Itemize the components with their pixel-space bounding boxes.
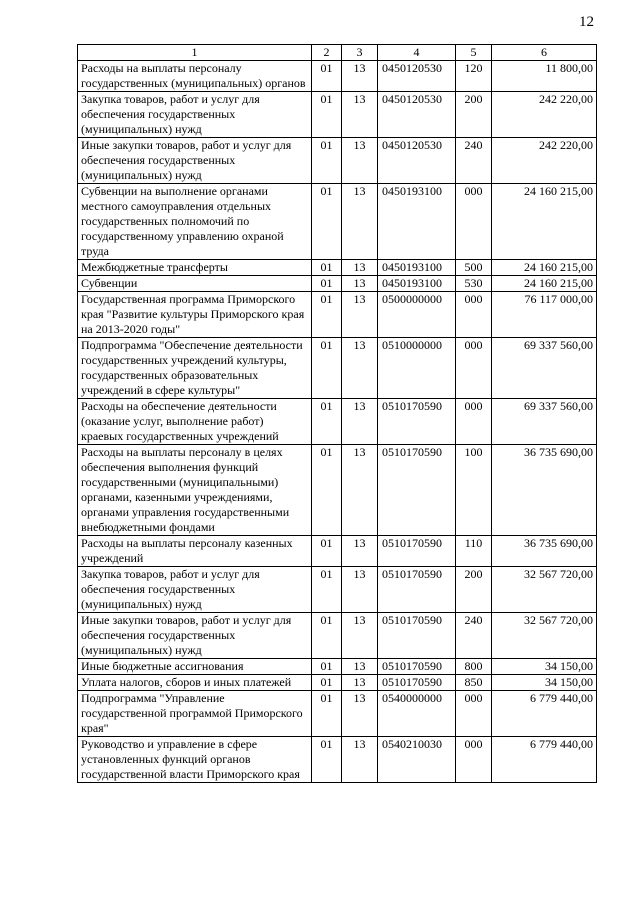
section-code-cell: 01 <box>312 737 342 783</box>
row-name-cell: Закупка товаров, работ и услуг для обеспечения государственных (муниципальных) нужд <box>78 92 312 138</box>
row-name-cell: Уплата налогов, сборов и иных платежей <box>78 675 312 691</box>
expense-type-code-cell: 000 <box>456 292 492 338</box>
expense-type-code-cell: 850 <box>456 675 492 691</box>
section-code-cell: 01 <box>312 292 342 338</box>
expense-type-code-cell: 000 <box>456 184 492 260</box>
subsection-code-cell: 13 <box>342 338 378 399</box>
row-name-cell: Субвенции на выполнение органами местного самоуправления отдельных государственных полномочий по государственному управлению охраной труда <box>78 184 312 260</box>
section-code-cell: 01 <box>312 445 342 536</box>
target-item-code-cell: 0450120530 <box>378 92 456 138</box>
table-row <box>78 338 597 399</box>
table-row <box>78 399 597 445</box>
amount-cell: 76 117 000,00 <box>492 292 597 338</box>
row-name-cell: Расходы на выплаты персоналу государственных (муниципальных) органов <box>78 61 312 92</box>
subsection-code-cell: 13 <box>342 276 378 292</box>
row-name-cell: Субвенции <box>78 276 312 292</box>
subsection-code-cell: 13 <box>342 675 378 691</box>
target-item-code-cell: 0510170590 <box>378 613 456 659</box>
table-row <box>78 536 597 567</box>
section-code-cell: 01 <box>312 659 342 675</box>
subsection-code-cell: 13 <box>342 445 378 536</box>
row-name-cell: Подпрограмма "Обеспечение деятельности государственных учреждений культуры, государственных образовательных учреждений в сфере культуры" <box>78 338 312 399</box>
section-code-cell: 01 <box>312 675 342 691</box>
target-item-code-cell: 0450193100 <box>378 184 456 260</box>
row-name-cell: Расходы на обеспечение деятельности (оказание услуг, выполнение работ) краевых государственных учреждений <box>78 399 312 445</box>
section-code-cell: 01 <box>312 260 342 276</box>
subsection-code-cell: 13 <box>342 536 378 567</box>
target-item-code-cell: 0510170590 <box>378 536 456 567</box>
section-code-cell: 01 <box>312 399 342 445</box>
subsection-code-cell: 13 <box>342 567 378 613</box>
expense-type-code-cell: 800 <box>456 659 492 675</box>
row-name-cell: Расходы на выплаты персоналу казенных учреждений <box>78 536 312 567</box>
target-item-code-cell: 0510170590 <box>378 399 456 445</box>
subsection-code-cell: 13 <box>342 613 378 659</box>
amount-cell: 69 337 560,00 <box>492 399 597 445</box>
row-name-cell: Государственная программа Приморского края "Развитие культуры Приморского края на 2013-2020 годы" <box>78 292 312 338</box>
row-name-cell: Руководство и управление в сфере установленных функций органов государственной власти Приморского края <box>78 737 312 783</box>
subsection-code-cell: 13 <box>342 138 378 184</box>
table-row <box>78 292 597 338</box>
expense-type-code-cell: 530 <box>456 276 492 292</box>
row-name-cell: Иные закупки товаров, работ и услуг для обеспечения государственных (муниципальных) нужд <box>78 613 312 659</box>
target-item-code-cell: 0540210030 <box>378 737 456 783</box>
target-item-code-cell: 0510170590 <box>378 445 456 536</box>
column-header: 6 <box>492 45 597 61</box>
table-row <box>78 691 597 737</box>
amount-cell: 36 735 690,00 <box>492 445 597 536</box>
amount-cell: 6 779 440,00 <box>492 691 597 737</box>
target-item-code-cell: 0450120530 <box>378 61 456 92</box>
column-header: 4 <box>378 45 456 61</box>
subsection-code-cell: 13 <box>342 61 378 92</box>
amount-cell: 242 220,00 <box>492 138 597 184</box>
expense-type-code-cell: 500 <box>456 260 492 276</box>
subsection-code-cell: 13 <box>342 691 378 737</box>
table-header-row <box>78 45 597 61</box>
amount-cell: 34 150,00 <box>492 659 597 675</box>
amount-cell: 24 160 215,00 <box>492 260 597 276</box>
column-header: 1 <box>78 45 312 61</box>
table-row <box>78 737 597 783</box>
amount-cell: 11 800,00 <box>492 61 597 92</box>
section-code-cell: 01 <box>312 276 342 292</box>
expense-type-code-cell: 110 <box>456 536 492 567</box>
section-code-cell: 01 <box>312 567 342 613</box>
table-row <box>78 260 597 276</box>
row-name-cell: Подпрограмма "Управление государственной программой Приморского края" <box>78 691 312 737</box>
target-item-code-cell: 0510170590 <box>378 567 456 613</box>
amount-cell: 34 150,00 <box>492 675 597 691</box>
amount-cell: 24 160 215,00 <box>492 276 597 292</box>
row-name-cell: Закупка товаров, работ и услуг для обеспечения государственных (муниципальных) нужд <box>78 567 312 613</box>
subsection-code-cell: 13 <box>342 292 378 338</box>
table-row <box>78 138 597 184</box>
subsection-code-cell: 13 <box>342 92 378 138</box>
expense-type-code-cell: 000 <box>456 338 492 399</box>
table-row <box>78 92 597 138</box>
subsection-code-cell: 13 <box>342 184 378 260</box>
section-code-cell: 01 <box>312 691 342 737</box>
amount-cell: 36 735 690,00 <box>492 536 597 567</box>
table-row <box>78 445 597 536</box>
amount-cell: 24 160 215,00 <box>492 184 597 260</box>
budget-table <box>77 44 597 783</box>
target-item-code-cell: 0540000000 <box>378 691 456 737</box>
expense-type-code-cell: 000 <box>456 737 492 783</box>
subsection-code-cell: 13 <box>342 260 378 276</box>
expense-type-code-cell: 240 <box>456 138 492 184</box>
section-code-cell: 01 <box>312 92 342 138</box>
expense-type-code-cell: 000 <box>456 691 492 737</box>
subsection-code-cell: 13 <box>342 737 378 783</box>
target-item-code-cell: 0450193100 <box>378 276 456 292</box>
amount-cell: 242 220,00 <box>492 92 597 138</box>
subsection-code-cell: 13 <box>342 399 378 445</box>
amount-cell: 69 337 560,00 <box>492 338 597 399</box>
page-number: 12 <box>579 14 594 30</box>
section-code-cell: 01 <box>312 536 342 567</box>
section-code-cell: 01 <box>312 613 342 659</box>
table-row <box>78 567 597 613</box>
expense-type-code-cell: 240 <box>456 613 492 659</box>
section-code-cell: 01 <box>312 61 342 92</box>
target-item-code-cell: 0450120530 <box>378 138 456 184</box>
target-item-code-cell: 0510170590 <box>378 675 456 691</box>
expense-type-code-cell: 200 <box>456 567 492 613</box>
row-name-cell: Межбюджетные трансферты <box>78 260 312 276</box>
expense-type-code-cell: 000 <box>456 399 492 445</box>
table-row <box>78 184 597 260</box>
target-item-code-cell: 0500000000 <box>378 292 456 338</box>
table-row <box>78 613 597 659</box>
expense-type-code-cell: 100 <box>456 445 492 536</box>
section-code-cell: 01 <box>312 184 342 260</box>
row-name-cell: Расходы на выплаты персоналу в целях обеспечения выполнения функций государственными (муниципальными) органами, казенными учреждениями, органами управления государственными внебюджетными фондами <box>78 445 312 536</box>
section-code-cell: 01 <box>312 338 342 399</box>
column-header: 5 <box>456 45 492 61</box>
table-row <box>78 675 597 691</box>
column-header: 2 <box>312 45 342 61</box>
target-item-code-cell: 0450193100 <box>378 260 456 276</box>
table-row <box>78 659 597 675</box>
target-item-code-cell: 0510170590 <box>378 659 456 675</box>
amount-cell: 32 567 720,00 <box>492 567 597 613</box>
expense-type-code-cell: 120 <box>456 61 492 92</box>
row-name-cell: Иные бюджетные ассигнования <box>78 659 312 675</box>
subsection-code-cell: 13 <box>342 659 378 675</box>
expense-type-code-cell: 200 <box>456 92 492 138</box>
column-header: 3 <box>342 45 378 61</box>
amount-cell: 6 779 440,00 <box>492 737 597 783</box>
amount-cell: 32 567 720,00 <box>492 613 597 659</box>
section-code-cell: 01 <box>312 138 342 184</box>
target-item-code-cell: 0510000000 <box>378 338 456 399</box>
table-row <box>78 276 597 292</box>
row-name-cell: Иные закупки товаров, работ и услуг для обеспечения государственных (муниципальных) нужд <box>78 138 312 184</box>
table-row <box>78 61 597 92</box>
